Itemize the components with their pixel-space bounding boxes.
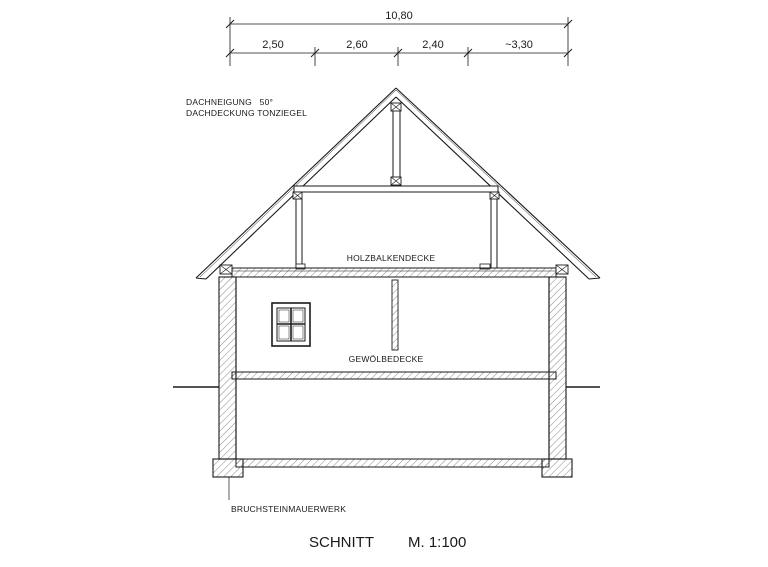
drawing-title: SCHNITT [309, 534, 374, 551]
vault-ceiling-label: GEWÖLBEDECKE [348, 354, 424, 364]
vault-ceiling [232, 372, 556, 379]
floor-slab [236, 459, 549, 467]
dimension-chain [226, 10, 572, 66]
window-icon [272, 303, 310, 346]
masonry-label: BRUCHSTEINMAUERWERK [231, 504, 347, 514]
interior-partition [392, 280, 398, 350]
segment-dimension: ~3,30 [505, 39, 533, 51]
segment-dimension: 2,60 [346, 39, 368, 51]
roof-covering-note: DACHDECKUNG TONZIEGEL [186, 108, 308, 118]
timber-ceiling-label: HOLZBALKENDECKE [346, 253, 436, 263]
timber-beam-ceiling [232, 268, 556, 277]
roof-pitch-note: DACHNEIGUNG 50° [186, 97, 274, 107]
drawing-scale: M. 1:100 [408, 534, 467, 551]
segment-dimension: 2,40 [422, 39, 444, 51]
overall-dimension: 10,80 [385, 10, 413, 22]
segment-dimension: 2,50 [262, 39, 284, 51]
